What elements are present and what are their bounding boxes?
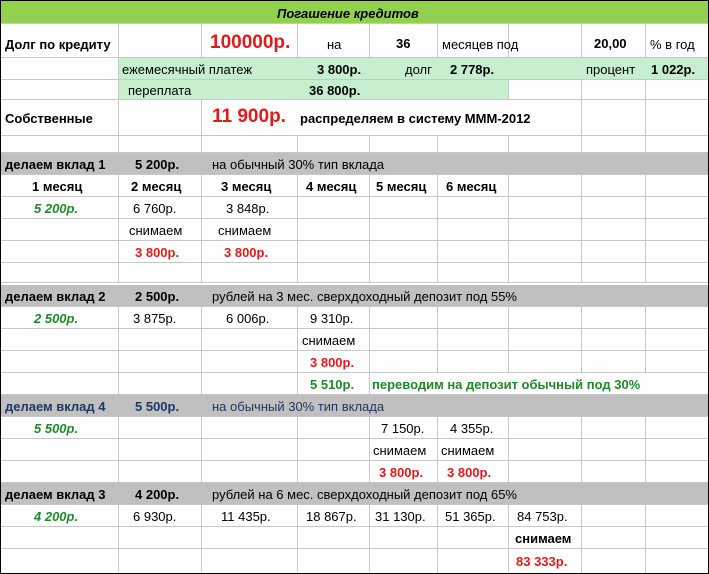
deposit1-header (0, 153, 709, 175)
deposit2-m4: 9 310р. (310, 311, 354, 326)
monthly-label: ежемесячный платеж (122, 62, 253, 77)
overpay-row (0, 80, 709, 100)
deposit4-m6: 4 355р. (450, 421, 494, 436)
deposit4-header (0, 395, 709, 417)
own-row (0, 100, 709, 136)
title-row (0, 0, 709, 24)
deposit1-m2: 6 760р. (133, 201, 177, 216)
deposit3-final-row (0, 549, 709, 574)
deposit4-label: делаем вклад 4 (5, 399, 106, 414)
deposit2-start: 2 500р. (34, 311, 79, 326)
deposit2-remain-row (0, 373, 709, 395)
withdraw-value: 3 800р. (135, 245, 180, 260)
deposit3-amount: 4 200р. (135, 487, 180, 502)
month-header: 3 месяц (221, 179, 272, 194)
interest-label: процент (586, 62, 636, 77)
deposit1-m3: 3 848р. (226, 201, 270, 216)
debt-label: долг (405, 62, 432, 77)
month-header-row (0, 175, 709, 197)
monthly-value: 3 800р. (317, 62, 362, 77)
withdraw-label: снимаем (515, 531, 572, 546)
deposit1-label: делаем вклад 1 (5, 157, 106, 172)
monthly-row (0, 58, 709, 80)
deposit2-label: делаем вклад 2 (5, 289, 106, 304)
deposit3-label: делаем вклад 3 (5, 487, 106, 502)
loan-row (0, 24, 709, 58)
deposit2-m3: 6 006р. (226, 311, 270, 326)
deposit2-header (0, 285, 709, 307)
deposit1-desc: на обычный 30% тип вклада (212, 157, 385, 172)
deposit4-withdraw-value-row (0, 461, 709, 483)
month-header: 5 месяц (376, 179, 427, 194)
overpay-label: переплата (128, 83, 192, 98)
deposit3-m6: 51 365р. (445, 509, 496, 524)
deposit2-desc: рублей на 3 мес. сверхдоходный депозит под 55% (212, 289, 517, 304)
deposit3-withdraw-label-row (0, 527, 709, 549)
loan-rate-unit: % в год (650, 37, 695, 52)
interest-value: 1 022р. (651, 62, 696, 77)
deposit1-withdraw-label-row (0, 219, 709, 241)
loan-months: 36 (396, 36, 411, 51)
loan-months-label: месяцев под (442, 37, 519, 52)
debt-value: 2 778р. (450, 62, 495, 77)
deposit3-m2: 6 930р. (133, 509, 177, 524)
deposit4-values (0, 417, 709, 439)
withdraw-value: 3 800р. (310, 355, 355, 370)
loan-on: на (327, 37, 342, 52)
deposit3-m3: 11 435р. (221, 509, 271, 524)
overpay-value: 36 800р. (309, 83, 361, 98)
deposit4-withdraw-label-row (0, 439, 709, 461)
deposit2-withdraw-value-row (0, 351, 709, 373)
loan-rate: 20,00 (594, 36, 627, 51)
deposit3-start: 4 200р. (34, 509, 79, 524)
deposit3-m7: 84 753р. (517, 509, 568, 524)
deposit3-final: 83 333р. (516, 554, 568, 569)
withdraw-label: снимаем (218, 223, 272, 238)
deposit2-values (0, 307, 709, 329)
loan-label: Долг по кредиту (5, 37, 111, 52)
deposit2-amount: 2 500р. (135, 289, 180, 304)
withdraw-value: 3 800р. (224, 245, 269, 260)
spacer-row (0, 263, 709, 283)
month-header: 2 месяц (131, 179, 182, 194)
deposit3-m5: 31 130р. (375, 509, 426, 524)
spacer-row (0, 136, 709, 153)
own-amount: 11 900р. (212, 106, 286, 127)
own-label: Собственные (5, 111, 93, 126)
own-note: распределяем в систему МММ-2012 (300, 111, 531, 126)
deposit2-m2: 3 875р. (133, 311, 177, 326)
withdraw-label: снимаем (129, 223, 183, 238)
deposit2-transfer-note: переводим на депозит обычный под 30% (372, 377, 641, 392)
deposit3-desc: рублей на 6 мес. сверхдоходный депозит под 65% (212, 487, 517, 502)
deposit4-start: 5 500р. (34, 421, 79, 436)
deposit1-withdraw-value-row (0, 241, 709, 263)
month-header: 4 месяц (306, 179, 357, 194)
deposit1-amount: 5 200р. (135, 157, 180, 172)
withdraw-label: снимаем (302, 333, 356, 348)
withdraw-value: 3 800р. (379, 465, 424, 480)
deposit1-start: 5 200р. (34, 201, 79, 216)
withdraw-label: снимаем (373, 443, 427, 458)
loan-amount: 100000р. (210, 32, 291, 53)
deposit2-withdraw-label-row (0, 329, 709, 351)
withdraw-value: 3 800р. (447, 465, 492, 480)
deposit1-values (0, 197, 709, 219)
deposit2-remain: 5 510р. (310, 377, 355, 392)
withdraw-label: снимаем (441, 443, 495, 458)
deposit4-desc: на обычный 30% тип вклада (212, 399, 385, 414)
month-header: 1 месяц (32, 179, 83, 194)
deposit3-m4: 18 867р. (306, 509, 357, 524)
deposit4-m5: 7 150р. (381, 421, 425, 436)
sheet-title: Погашение кредитов (277, 6, 419, 21)
deposit3-values (0, 505, 709, 527)
deposit4-amount: 5 500р. (135, 399, 180, 414)
month-header: 6 месяц (446, 179, 497, 194)
deposit3-header (0, 483, 709, 505)
